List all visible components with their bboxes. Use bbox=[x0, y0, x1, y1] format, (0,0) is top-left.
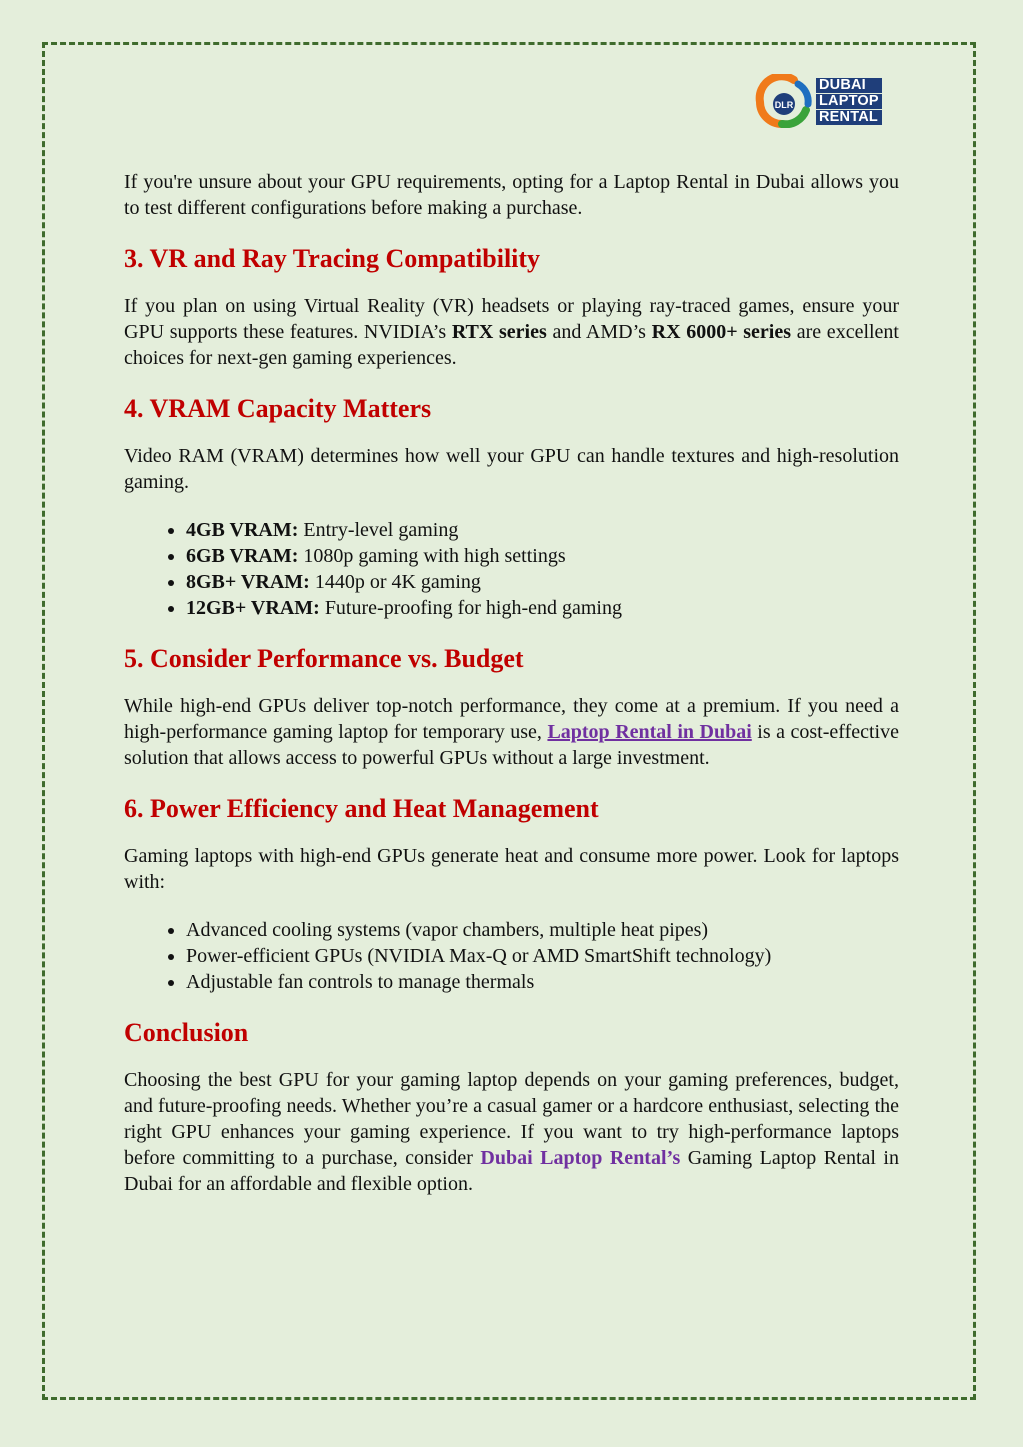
vram-list bbox=[124, 517, 899, 621]
section-6-heading: 6. Power Efficiency and Heat Management bbox=[124, 794, 599, 823]
conclusion-heading: Conclusion bbox=[124, 1018, 249, 1047]
logo-line-3: RENTAL bbox=[816, 110, 882, 125]
section-6-paragraph: Gaming laptops with high-end GPUs generate heat and consume more power. Look for laptops with: bbox=[124, 845, 899, 893]
section-5-paragraph: While high-end GPUs deliver top-notch performance, they come at a premium. If you need a high-performance gaming laptop for temporary use, Laptop Rental in Dubai is a cost-effective solution that allows access to powerful GPUs without a large investment. bbox=[124, 695, 899, 769]
list-item: • Advanced cooling systems (vapor chambers, multiple heat pipes) bbox=[186, 917, 899, 943]
rtx-series-bold: RTX series bbox=[451, 321, 547, 343]
rx-series-bold: RX 6000+ series bbox=[651, 321, 792, 343]
features-list bbox=[124, 917, 899, 995]
logo-line-1: DUBAI bbox=[816, 78, 882, 93]
conclusion-paragraph: Choosing the best GPU for your gaming laptop depends on your gaming preferences, budget, and future-proofing needs. Whether you’re a casual gamer or a hardcore enthusiast, selecting the right GPU enhances your gaming experience. If you want to try high-performance laptops before committing to a purchase, consider Dubai Laptop Rental’s Gaming Laptop Rental in Dubai for an affordable and flexible option. bbox=[124, 1069, 899, 1195]
brand-name: Dubai Laptop Rental’s bbox=[480, 1147, 681, 1169]
section-4-paragraph: Video RAM (VRAM) determines how well your GPU can handle textures and high-resolution gaming. bbox=[124, 445, 899, 493]
section-3-heading: 3. VR and Ray Tracing Compatibility bbox=[124, 244, 541, 273]
list-item: • 8GB+ VRAM: 1440p or 4K gaming bbox=[186, 569, 899, 595]
document-body bbox=[124, 169, 899, 1197]
list-item: • 4GB VRAM: Entry-level gaming bbox=[186, 517, 899, 543]
logo-wordmark bbox=[816, 78, 882, 126]
company-logo bbox=[754, 74, 888, 128]
logo-emblem-text: DLR bbox=[774, 100, 794, 110]
list-item: • 12GB+ VRAM: Future-proofing for high-end gaming bbox=[186, 595, 899, 621]
section-5-heading: 5. Consider Performance vs. Budget bbox=[124, 644, 524, 673]
laptop-rental-link[interactable]: Laptop Rental in Dubai bbox=[547, 721, 752, 743]
logo-emblem-icon bbox=[754, 74, 816, 128]
intro-paragraph: If you're unsure about your GPU requirements, opting for a Laptop Rental in Dubai allows you to test different configurations before making a purchase. bbox=[124, 171, 899, 219]
list-item: • Adjustable fan controls to manage thermals bbox=[186, 969, 899, 995]
section-4-heading: 4. VRAM Capacity Matters bbox=[124, 394, 432, 423]
logo-line-2: LAPTOP bbox=[816, 94, 882, 109]
list-item: • Power-efficient GPUs (NVIDIA Max-Q or AMD SmartShift technology) bbox=[186, 943, 899, 969]
section-3-paragraph: If you plan on using Virtual Reality (VR) headsets or playing ray-traced games, ensure your GPU supports these features. NVIDIA’s RTX series and AMD’s RX 6000+ series are excellent choices for next-gen gaming experiences. bbox=[124, 295, 899, 369]
list-item: • 6GB VRAM: 1080p gaming with high settings bbox=[186, 543, 899, 569]
